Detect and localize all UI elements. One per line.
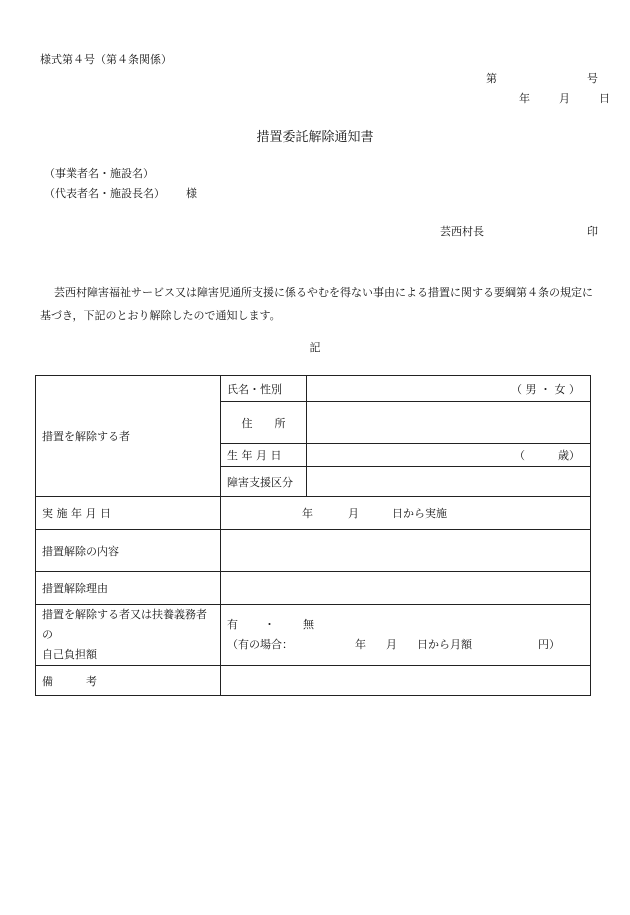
addressee-representative-name: （代表者名・施設長名） — [44, 187, 165, 200]
remarks-value-cell[interactable] — [221, 666, 591, 696]
gender-choice: （ 男 ・ 女 ） — [511, 382, 580, 396]
impl-month: 月 — [348, 507, 359, 520]
reason-label-cell — [36, 572, 221, 605]
issue-year: 年 — [519, 92, 530, 105]
body-text: 芸西村障害福祉サービス又は障害児通所支援に係るやむを得ない事由による措置に関する要綱第４条の規定に基づき，下記のとおり解除したので通知します。 — [40, 286, 593, 322]
burden-month: 月 — [386, 638, 397, 651]
burden-label-cell — [36, 605, 221, 666]
reason-label: 措置解除理由 — [42, 582, 108, 595]
name-gender-label: 氏名・性別 — [227, 382, 282, 396]
details-table — [35, 375, 591, 696]
address-value-cell[interactable] — [307, 402, 591, 444]
document-title: 措置委託解除通知書 — [256, 130, 374, 145]
birth-label: 生 年 月 日 — [227, 449, 282, 462]
content-value-cell[interactable] — [221, 530, 591, 572]
address-label-cell — [221, 402, 307, 444]
burden-dot: ・ — [264, 618, 275, 631]
impl-day: 日から実施 — [392, 507, 447, 520]
burden-label-line2: 自己負担額 — [42, 648, 97, 661]
burden-yen: 円） — [538, 638, 560, 651]
addressee-business-name: （事業者名・施設名） — [44, 167, 154, 180]
burden-label-line1: 措置を解除する者又は扶養義務者の — [42, 608, 207, 641]
table-row-content — [36, 530, 591, 572]
table-row-name — [36, 376, 591, 402]
impl-date-label: 実 施 年 月 日 — [42, 507, 111, 520]
burden-day: 日から月額 — [417, 638, 472, 651]
burden-value-cell[interactable] — [221, 605, 591, 666]
birth-value-cell[interactable] — [307, 444, 591, 467]
content-label-cell — [36, 530, 221, 572]
document-number-suffix: 号 — [587, 72, 598, 85]
birth-label-cell — [221, 444, 307, 467]
support-label-cell — [221, 467, 307, 497]
impl-year: 年 — [302, 507, 313, 520]
name-gender-label-cell — [221, 376, 307, 402]
issue-month: 月 — [559, 92, 570, 105]
remarks-label-cell — [36, 666, 221, 696]
table-row-burden — [36, 605, 591, 666]
burden-detail — [227, 635, 584, 655]
table-row-reason — [36, 572, 591, 605]
burden-case: （有の場合： — [227, 638, 293, 651]
reason-value-cell[interactable] — [221, 572, 591, 605]
remarks-label: 備 考 — [42, 674, 97, 688]
impl-date-label-cell — [36, 497, 221, 530]
content-label: 措置解除の内容 — [42, 544, 119, 558]
age-text: （ 歳） — [514, 449, 580, 462]
seal-mark: 印 — [587, 225, 598, 238]
support-label: 障害支援区分 — [227, 475, 293, 489]
form-number: 様式第４号（第４条関係） — [40, 53, 172, 66]
addressee-honorific: 様 — [186, 187, 197, 200]
table-row-impl-date — [36, 497, 591, 530]
burden-year: 年 — [355, 638, 366, 651]
ki-heading: 記 — [309, 341, 321, 354]
support-value-cell[interactable] — [307, 467, 591, 497]
burden-yes: 有 — [227, 618, 238, 631]
burden-choice — [227, 615, 584, 635]
person-label-cell — [36, 376, 221, 497]
name-gender-value-cell[interactable] — [307, 376, 591, 402]
sender-name: 芸西村長 — [440, 225, 484, 238]
document-number-prefix: 第 — [486, 72, 497, 85]
impl-date-value-cell[interactable] — [221, 497, 591, 530]
address-label: 住 所 — [241, 416, 286, 430]
issue-date — [519, 93, 610, 104]
burden-no: 無 — [303, 618, 314, 631]
issue-day: 日 — [599, 92, 610, 105]
person-label: 措置を解除する者 — [42, 430, 130, 443]
table-row-remarks — [36, 666, 591, 696]
